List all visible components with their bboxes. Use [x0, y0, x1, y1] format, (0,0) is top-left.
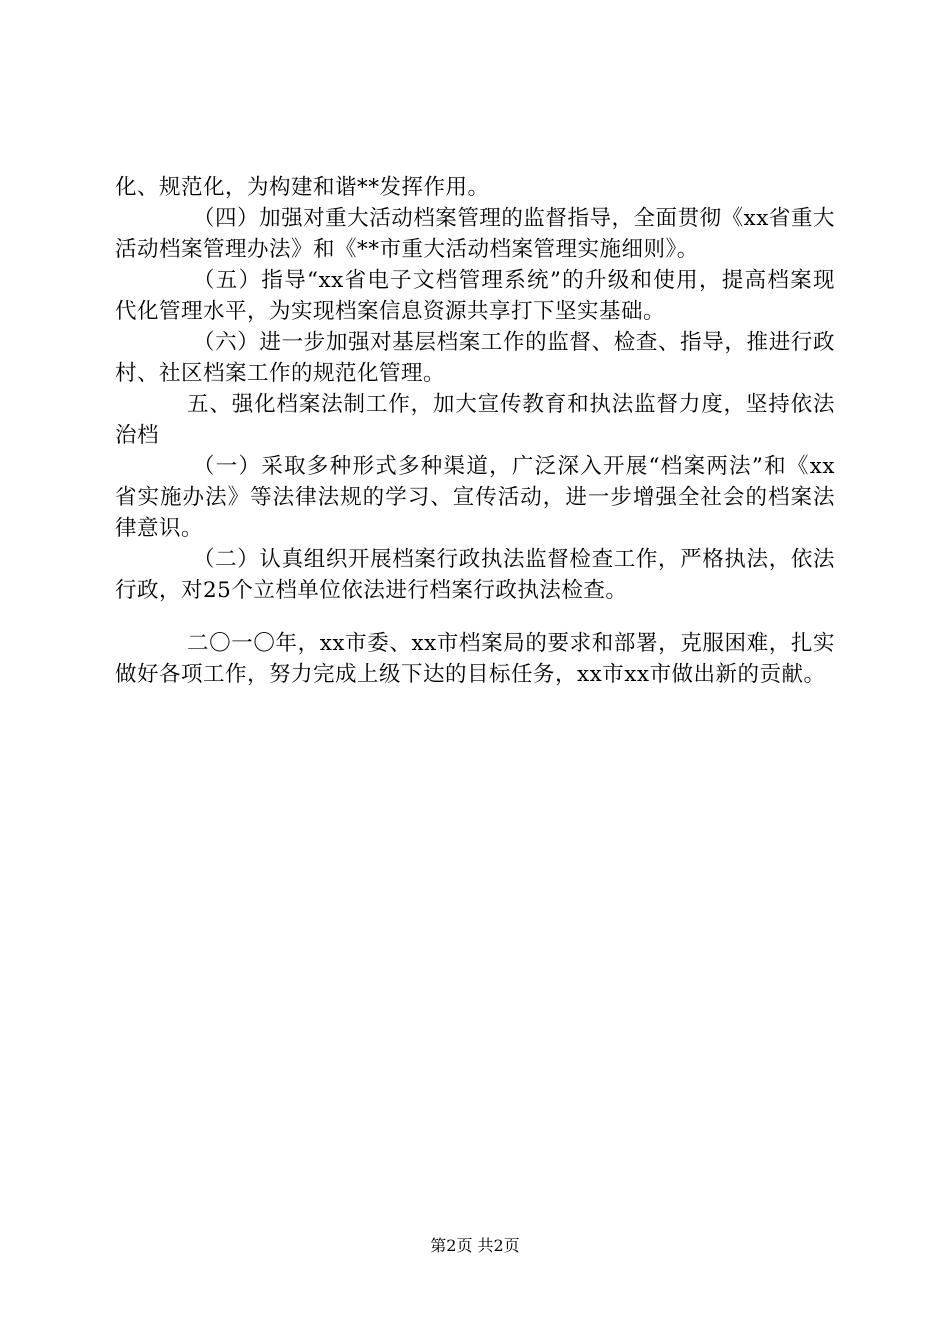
paragraph-continuation: 化、规范化，为构建和谐**发挥作用。: [115, 175, 490, 200]
section-heading-5: 五、强化档案法制工作，加大宣传教育和执法监督力度，坚持依法治档: [115, 392, 835, 448]
paragraph-item-5: （五）指导“xx省电子文档管理系统”的升级和使用，提高档案现代化管理水平，为实现档案信息资源共享打下坚实基础。: [115, 268, 835, 324]
paragraph-item-4: （四）加强对重大活动档案管理的监督指导，全面贯彻《xx省重大活动档案管理办法》和《**市重大活动档案管理实施细则》。: [115, 206, 835, 262]
paragraph-item-6: （六）进一步加强对基层档案工作的监督、检查、指导，推进行政村、社区档案工作的规范化管理。: [115, 330, 835, 386]
closing-paragraph: 二〇一〇年，xx市委、xx市档案局的要求和部署，克服困难，扎实做好各项工作，努力完成上级下达的目标任务，xx市xx市做出新的贡献。: [115, 631, 835, 687]
page-number-footer: 第2页 共2页: [430, 1236, 520, 1255]
document-body: [115, 172, 835, 690]
paragraph-item-1: （一）采取多种形式多种渠道，广泛深入开展“档案两法”和《xx省实施办法》等法律法规的学习、宣传活动，进一步增强全社会的档案法律意识。: [115, 454, 835, 541]
paragraph-item-2: （二）认真组织开展档案行政执法监督检查工作，严格执法，依法行政，对25个立档单位依法进行档案行政执法检查。: [115, 547, 835, 603]
